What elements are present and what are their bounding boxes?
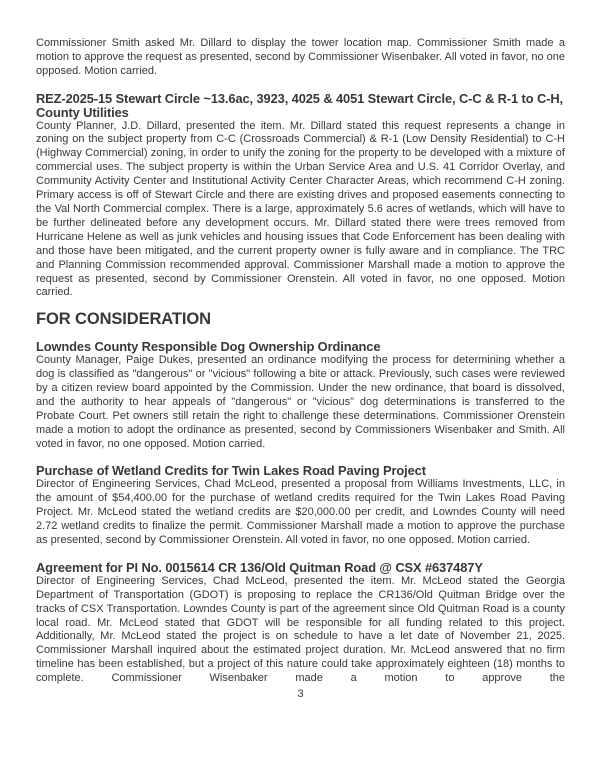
paragraph-tower-location-motion: Commissioner Smith asked Mr. Dillard to display the tower location map. Commissioner Smith made a motion to approve the request as presented, second by Commissioner Wisenbaker. All voted in favor, no one opposed. Motion carried. [36, 37, 565, 77]
item-heading-wetland-credits: Purchase of Wetland Credits for Twin Lakes Road Paving Project [36, 463, 426, 479]
item-heading-dog-ownership-ordinance: Lowndes County Responsible Dog Ownership Ordinance [36, 339, 381, 355]
page-number: 3 [297, 688, 304, 701]
paragraph-csx-agreement: Director of Engineering Services, Chad McLeod, presented the item. Mr. McLeod stated the Georgia Department of Transportation (GDOT) is proposing to replace the CR136/Old Quitman Bridge over the tracks of CSX Transportation. Lowndes County is part of the agreement since Old Quitman Road is a county local road. Mr. McLeod stated that GDOT will be responsible for all funding related to this project. Additionally, Mr. McLeod stated the project is on schedule to have a let date of November 21, 2025. Commissioner Marshall inquired about the estimated project duration. Mr. McLeod answered that no firm timeline has been established, but a project of this nature could take approximately eighteen (18) months to complete. Commissioner Wisenbaker made a motion to approve the [36, 574, 565, 685]
item-heading-rez-2025-15: REZ-2025-15 Stewart Circle ~13.6ac, 3923, 4025 & 4051 Stewart Circle, C-C & R-1 to C-H, County Utilities [36, 90, 563, 120]
paragraph-wetland-credits: Director of Engineering Services, Chad McLeod, presented a proposal from Williams Investments, LLC, in the amount of $54,400.00 for the purchase of wetland credits required for the Twin Lakes Road Paving Project. Mr. McLeod stated the wetland credits are $20,000.00 per credit, and Lowndes County will need 2.72 wetland credits to finalize the permit. Commissioner Marshall made a motion to approve the purchase as presented, second by Commissioner Orenstein. All voted in favor, no one opposed. Motion carried. [36, 478, 565, 546]
paragraph-dog-ownership-ordinance: County Manager, Paige Dukes, presented an ordinance modifying the process for determining whether a dog is classified as "dangerous" or "vicious" following a bite or attack. Previously, such cases were reviewed by a citizen review board appointed by the Commission. Under the new ordinance, that board is dissolved, and the authority to hear appeals of "dangerous" or "vicious" dog determinations is transferred to the Probate Court. Pet owners still retain the right to challenge these determinations. Commissioner Orenstein made a motion to adopt the ordinance as presented, second by Commissioners Wisenbaker and Smith. All voted in favor, no one opposed. Motion carried. [36, 354, 565, 450]
item-heading-csx-agreement: Agreement for PI No. 0015614 CR 136/Old Quitman Road @ CSX #637487Y [36, 559, 483, 575]
section-heading-for-consideration: FOR CONSIDERATION [36, 310, 211, 329]
paragraph-rez-2025-15: County Planner, J.D. Dillard, presented the item. Mr. Dillard stated this request represents a change in zoning on the subject property from C-C (Crossroads Commercial) & R-1 (Low Density Residential) to C-H (Highway Commercial) zoning, in order to unify the zoning for the property to be developed with a mixture of commercial uses. The subject property is within the Urban Service Area and U.S. 41 Corridor Overlay, and Community Activity Center and Institutional Activity Center Character Areas, which recommend C-H zoning. Primary access is off of Stewart Circle and there are existing drives and proposed easements connecting to the Val North Commercial complex. There is a large, approximately 5.6 acres of wetlands, which will have to be further delineated before any development occurs. Mr. Dillard stated there were trees removed from Hurricane Helene as well as junk vehicles and housing issues that Code Enforcement has been dealing with and those have been mitigated, and the current property owner is fully aware and in compliance. The TRC and Planning Commission recommended approval. Commissioner Marshall made a motion to approve the request as presented, second by Commissioner Orenstein. All voted in favor, no one opposed. Motion carried. [36, 119, 565, 299]
